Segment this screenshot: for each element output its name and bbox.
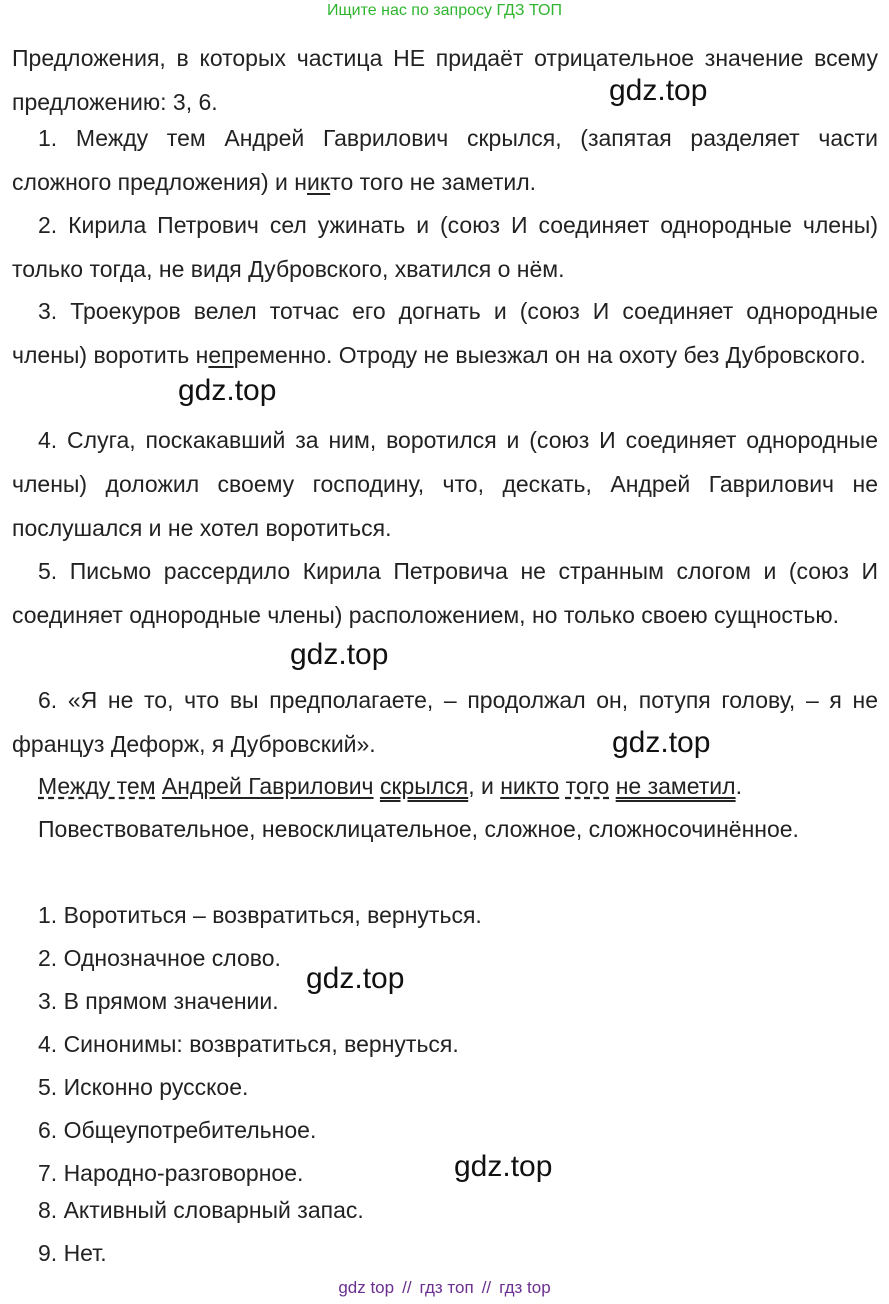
footer-link[interactable]: гдз top — [499, 1278, 551, 1297]
analysis-item: 6. Общеупотребительное. — [38, 1117, 317, 1143]
watermark: gdz.top — [454, 1150, 553, 1183]
analysis-item: 9. Нет. — [38, 1240, 107, 1266]
analysis-item: 1. Воротиться – возвратиться, вернуться. — [38, 902, 482, 928]
sentence-6: 6. «Я не то, что вы предполагаете, – продолжал он, потупя голову, – я не француз Дефорж, я Дубровский». — [12, 687, 878, 757]
sentence-5: 5. Письмо рассердило Кирила Петровича не странным слогом и (союз И соединяет однородные члены) расположением, но только своею сущностью. — [12, 558, 878, 628]
watermark: gdz.top — [612, 726, 711, 759]
analysis-item: 2. Однозначное слово. — [38, 945, 281, 971]
parse-adverbial: Между тем — [38, 773, 156, 799]
watermark: gdz.top — [290, 638, 389, 671]
parse-subject: Андрей Гаврилович — [161, 773, 374, 799]
sentence-description: Повествовательное, невосклицательное, сложное, сложносочинённое. — [38, 816, 799, 842]
analysis-item: 3. В прямом значении. — [38, 988, 279, 1014]
analysis-item: 7. Народно-разговорное. — [38, 1160, 304, 1186]
analysis-item: 8. Активный словарный запас. — [38, 1197, 364, 1223]
watermark: gdz.top — [609, 74, 708, 107]
footer-links: gdz top // гдз топ // гдз top — [338, 1278, 551, 1297]
footer-link[interactable]: гдз топ — [419, 1278, 474, 1297]
analysis-item: 4. Синонимы: возвратиться, вернуться. — [38, 1031, 459, 1057]
watermark: gdz.top — [306, 962, 405, 995]
watermark: gdz.top — [178, 374, 277, 407]
header-search-link[interactable]: Ищите нас по запросу ГДЗ ТОП — [327, 2, 562, 19]
parse-object: того — [565, 773, 610, 799]
sentence-2: 2. Кирила Петрович сел ужинать и (союз И соединяет однородные члены) только тогда, не видя Дубровского, хватился о нём. — [12, 212, 878, 282]
sentence-1: 1. Между тем Андрей Гаврилович скрылся, (запятая разделяет части сложного предложения) и никто того не заметил. — [12, 125, 878, 195]
parse-predicate-2: не заметил — [615, 773, 736, 799]
sentence-4: 4. Слуга, поскакавший за ним, воротился и (союз И соединяет однородные члены) доложил своему господину, что, дескать, Андрей Гаврилович не послушался и не хотел воротиться. — [12, 427, 878, 541]
analysis-item: 5. Исконно русское. — [38, 1074, 249, 1100]
sentence-3: 3. Троекуров велел тотчас его догнать и (союз И соединяет однородные члены) воротить непременно. Отроду не выезжал он на охоту без Дубровского. — [12, 298, 878, 368]
parse-predicate: скрылся — [379, 773, 469, 799]
footer-link[interactable]: gdz top — [338, 1278, 395, 1297]
parse-subject-2: никто — [500, 773, 560, 799]
intro-paragraph: Предложения, в которых частица НЕ придаёт отрицательное значение всему предложению: 3, 6. — [12, 45, 878, 115]
sentence-parse: Между тем Андрей Гаврилович скрылся, и никто того не заметил. — [38, 773, 742, 799]
